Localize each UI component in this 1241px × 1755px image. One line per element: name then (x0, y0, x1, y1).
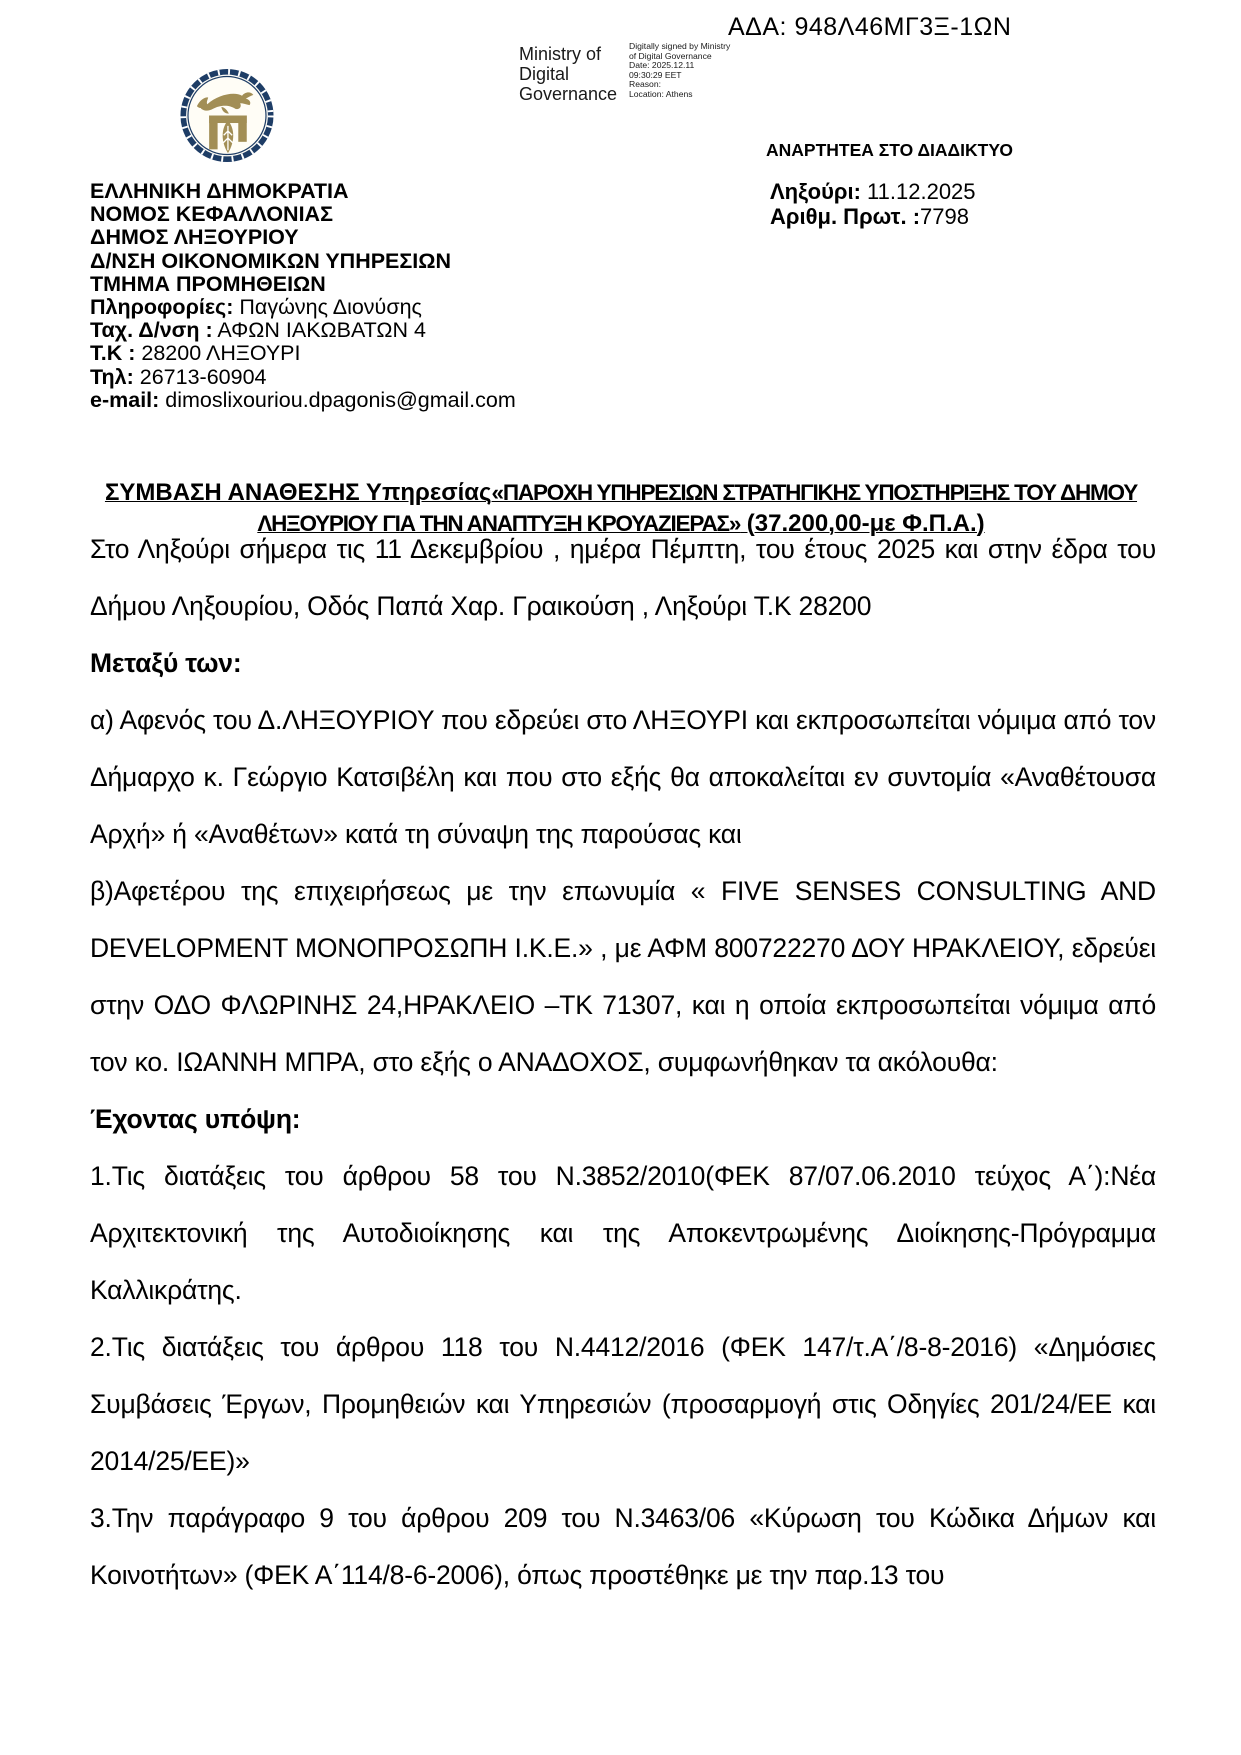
email-label: e-mail: (90, 387, 160, 412)
org-line-republic: ΕΛΛΗΝΙΚΗ ΔΗΜΟΚΡΑΤΙΑ (90, 179, 349, 203)
address-label: Ταχ. Δ/νση : (90, 318, 213, 343)
info-label: Πληροφορίες: (90, 295, 234, 320)
postal-code-line (90, 342, 516, 365)
postal-code-value: 28200 ΛΗΞΟΥΡΙ (135, 341, 301, 366)
paragraph-party-a: α) Αφενός του Δ.ΛΗΞΟΥΡΙΟΥ που εδρεύει στο ΛΗΞΟΥΡΙ και εκπροσωπείται νόμιμα από τον Δήμαρχο κ. Γεώργιο Κατσιβέλη και που στο εξής θα αποκαλείται εν συντομία «Αναθέτουσα Αρχή» ή «Αναθέτων» κατά τη σύναψη της παρούσας και (90, 705, 1156, 849)
ministry-line: Governance (519, 84, 618, 104)
org-line-municipality: ΔΗΜΟΣ ΛΗΞΟΥΡΙΟΥ (90, 225, 299, 250)
paragraph-legal-item-2: 2.Τις διατάξεις του άρθρου 118 του Ν.4412/2016 (ΦΕΚ 147/τ.Α΄/8-8-2016) «Δημόσιες Συμβάσεις Έργων, Προμηθειών και Υπηρεσιών (προσαρμογή στις Οδηγίες 201/24/ΕΕ και 2014/25/ΕΕ)» (90, 1332, 1156, 1476)
phone-label: Τηλ: (90, 364, 134, 389)
signature-detail-line: Reason: (629, 79, 662, 90)
municipality-logo-icon (180, 67, 274, 164)
sender-block (90, 180, 516, 412)
place-date-line (770, 180, 976, 205)
org-line-directorate: Δ/ΝΣΗ ΟΙΚΟΝΟΜΙΚΩΝ ΥΠΗΡΕΣΙΩΝ (90, 248, 452, 273)
paragraph-considering-heading: Έχοντας υπόψη: (90, 1104, 301, 1134)
date-protocol-block (770, 180, 976, 229)
info-line (90, 296, 516, 319)
ministry-signature-name (519, 44, 617, 104)
protocol-value: 7798 (920, 203, 969, 229)
paragraph-legal-item-1: 1.Τις διατάξεις του άρθρου 58 του Ν.3852/2010(ΦΕΚ 87/07.06.2010 τεύχος Α΄):Νέα Αρχιτεκτονική της Αυτοδιοίκησης και της Αποκεντρωμένης Διοίκησης-Πρόγραμμα Καλλικράτης. (90, 1161, 1157, 1305)
signature-detail-line: Location: Athens (629, 88, 693, 99)
protocol-line (770, 205, 976, 230)
title-part-main: ΣΥΜΒΑΣΗ ΑΝΑΘΕΣΗΣ Υπηρεσίας (104, 479, 492, 506)
email-line (90, 389, 516, 412)
org-line-prefecture: ΝΟΜΟΣ ΚΕΦΑΛΛΟΝΙΑΣ (90, 202, 333, 227)
ada-code: ΑΔΑ: 948Λ46ΜΓ3Ξ-1ΩΝ (728, 13, 1012, 41)
phone-value: 26713-60904 (133, 364, 267, 389)
address-value: ΑΦΩΝ ΙΑΚΩΒΑΤΩΝ 4 (212, 318, 426, 343)
contract-body (90, 521, 1156, 1604)
title-part-amount: (37.200,00-με Φ.Π.Α.) (740, 509, 985, 537)
postal-code-label: Τ.Κ : (90, 341, 136, 366)
place-label: Ληξούρι: (770, 179, 861, 204)
posted-on-internet-notice: ΑΝΑΡΤΗΤΕΑ ΣΤΟ ΔΙΑΔΙΚΤΥΟ (766, 140, 1013, 160)
paragraph-intro: Στο Ληξούρι σήμερα τις 11 Δεκεμβρίου , ημέρα Πέμπτη, του έτους 2025 και στην έδρα του Δήμου Ληξουρίου, Οδός Παπά Χαρ. Γραικούση , Ληξούρι Τ.Κ 28200 (90, 534, 1156, 621)
signature-detail-line: Date: 2025.12.11 (629, 60, 695, 71)
phone-line (90, 366, 516, 389)
email-value: dimoslixouriou.dpagonis@gmail.com (159, 387, 516, 412)
date-value: 11.12.2025 (860, 179, 976, 204)
org-line-department: ΤΜΗΜΑ ΠΡΟΜΗΘΕΙΩΝ (90, 271, 326, 296)
ministry-line: Digital (519, 64, 570, 84)
title-part-service: «ΠΑΡΟΧΗ ΥΠΗΡΕΣΙΩΝ ΣΤΡΑΤΗΓΙΚΗΣ ΥΠΟΣΤΗΡΙΞΗΣ ΤΟΥ ΔΗΜΟΥ ΛΗΞΟΥΡΙΟΥ ΓΙΑ ΤΗΝ ΑΝΑΠΤΥΞΗ ΚΡΟΥΑΖΙΕΡΑΣ» (257, 480, 1138, 536)
paragraph-legal-item-3: 3.Την παράγραφο 9 του άρθρου 209 του Ν.3463/06 «Κύρωση του Κώδικα Δήμων και Κοινοτήτων» (ΦΕΚ Α΄114/8-6-2006), όπως προστέθηκε με την παρ.13 του (90, 1503, 1156, 1590)
info-value: Παγώνης Διονύσης (233, 295, 422, 320)
ministry-line: Ministry of (519, 44, 602, 64)
signature-detail-line: Digitally signed by Ministry (629, 41, 731, 51)
signature-detail-line: 09:30:29 EET (629, 69, 682, 80)
protocol-label: Αριθμ. Πρωτ. : (770, 203, 921, 229)
paragraph-between-heading: Μεταξύ των: (90, 648, 242, 678)
digital-signature-details (629, 42, 730, 100)
paragraph-party-b: β)Αφετέρου της επιχειρήσεως με την επωνυμία « FIVE SENSES CONSULTING AND DEVELOPMENT ΜΟΝΟΠΡΟΣΩΠΗ Ι.Κ.Ε.» , με ΑΦΜ 800722270 ΔΟΥ ΗΡΑΚΛΕΙΟΥ, εδρεύει στην ΟΔΟ ΦΛΩΡΙΝΗΣ 24,ΗΡΑΚΛΕΙΟ –ΤΚ 71307, και η οποία εκπροσωπείται νόμιμα από τον κο. ΙΩΑΝΝΗ ΜΠΡΑ, στο εξής ο ΑΝΑΔΟΧΟΣ, συμφωνήθηκαν τα ακόλουθα: (90, 876, 1156, 1077)
signature-detail-line: of Digital Governance (629, 50, 712, 61)
address-line (90, 319, 516, 342)
